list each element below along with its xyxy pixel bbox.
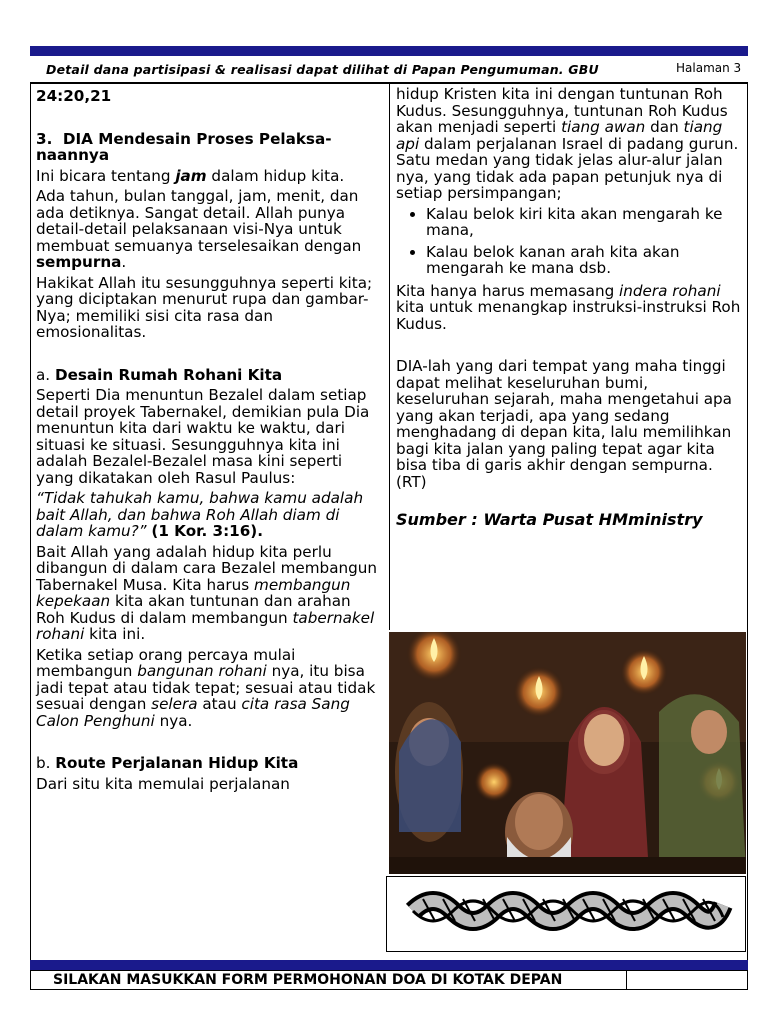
source-credit: Sumber : Warta Pusat HMministry xyxy=(396,510,703,529)
paragraph-hakikat: Hakikat Allah itu sesungguhnya seperti kita; yang diciptakan menurut rupa dan gambar-Nya; memiliki sisi cita rasa dan emosionalitas. xyxy=(36,273,373,341)
subsection-label: b. xyxy=(36,754,51,772)
paragraph-detail: Ada tahun, bulan tanggal, jam, menit, dan ada detiknya. Sangat detail. Allah punya detail-detail pelaksanaan visi-Nya untuk membuat semuanya terselesaikan dengan sempurna. xyxy=(36,187,362,271)
section-title: DIA Mendesain Proses Pelaksa-naannya xyxy=(36,129,332,164)
top-accent-bar xyxy=(30,46,748,56)
left-column xyxy=(36,88,384,796)
right-column xyxy=(396,86,744,533)
paragraph-indera: Kita hanya harus memasang indera rohani kita untuk menangkap instruksi-instruksi Roh Kudus. xyxy=(396,281,741,333)
list-item: • Kalau belok kiri kita akan mengarah ke mana, xyxy=(426,206,744,239)
paragraph-orang-percaya: Ketika setiap orang percaya mulai membangun bangunan rohani nya, itu bisa jadi tepat atau tidak tepat; sesuai atau tidak sesuai dengan selera atau cita rasa Sang Calon Penghuni nya. xyxy=(36,645,376,730)
subsection-label: a. xyxy=(36,365,51,384)
rope-ornament-frame xyxy=(386,876,746,952)
column-divider xyxy=(389,84,390,630)
list-item: • Kalau belok kanan arah kita akan mengarah ke mana dsb. xyxy=(426,244,744,277)
subsection-title: Route Perjalanan Hidup Kita xyxy=(55,754,299,772)
paragraph-tuntunan: hidup Kristen kita ini dengan tuntunan Roh Kudus. Sesungguhnya, tuntunan Roh Kudus akan menjadi seperti tiang awan dan tiang api dalam perjalanan Israel di padang gurun. Satu medan yang tidak jelas alur-alur jalan nya, yang tidak ada papan petunjuk nya di setiap persimpangan; xyxy=(396,85,739,202)
scripture-reference: 24:20,21 xyxy=(36,87,112,105)
subsection-b-heading xyxy=(36,755,384,772)
subsection-a-heading xyxy=(36,367,384,384)
frame-right-border xyxy=(747,84,748,960)
paragraph-bait-allah: Bait Allah yang adalah hidup kita perlu dibangun di dalam cara Bezalel membangun Tabernakel Musa. Kita harus membangun kepekaan kita akan tuntunan dan arahan Roh Kudus di dalam membangun tabernakel rohani kita ini. xyxy=(36,542,378,643)
header-note: Detail dana partisipasi & realisasi dapat dilihat di Papan Pengumuman. GBU xyxy=(46,62,599,77)
pentecost-illustration xyxy=(389,632,746,874)
direction-list xyxy=(396,206,744,277)
paragraph-jam: Ini bicara tentang jam dalam hidup kita. xyxy=(36,166,345,185)
page-number: Halaman 3 xyxy=(676,61,742,75)
frame-left-border xyxy=(30,84,31,960)
paragraph-bezalel: Seperti Dia menuntun Bezalel dalam setiap detail proyek Tabernakel, demikian pula Dia menuntun kita dari waktu ke waktu, dari situasi ke situasi. Sesungguhnya kita ini adalah Bezalel-Bezalel masa kini seperti yang dikatakan oleh Rasul Paulus: xyxy=(36,386,370,487)
scripture-quote: “Tidak tahukah kamu, bahwa kamu adalah bait Allah, dan bahwa Roh Allah diam di dalam kamu?” (1 Kor. 3:16). xyxy=(36,489,364,540)
section-3-heading xyxy=(36,131,384,164)
footer-box xyxy=(30,970,748,990)
footer-text: SILAKAN MASUKKAN FORM PERMOHONAN DOA DI KOTAK DEPAN xyxy=(53,972,563,988)
bottom-accent-bar xyxy=(30,960,748,970)
footer-divider xyxy=(626,971,627,989)
paragraph-dia: DIA-lah yang dari tempat yang maha tinggi dapat melihat keseluruhan bumi, keseluruhan sejarah, maha mengetahui apa yang akan terjadi, apa yang sedang menghadang di depan kita, lalu memilihkan bagi kita jalan yang paling tepat agar kita bisa tiba di garis akhir dengan sempurna. (RT) xyxy=(396,357,732,491)
paragraph-perjalanan: Dari situ kita memulai perjalanan xyxy=(36,774,290,793)
subsection-title: Desain Rumah Rohani Kita xyxy=(54,365,283,384)
rope-ornament xyxy=(387,877,745,951)
section-number: 3. xyxy=(36,129,53,148)
